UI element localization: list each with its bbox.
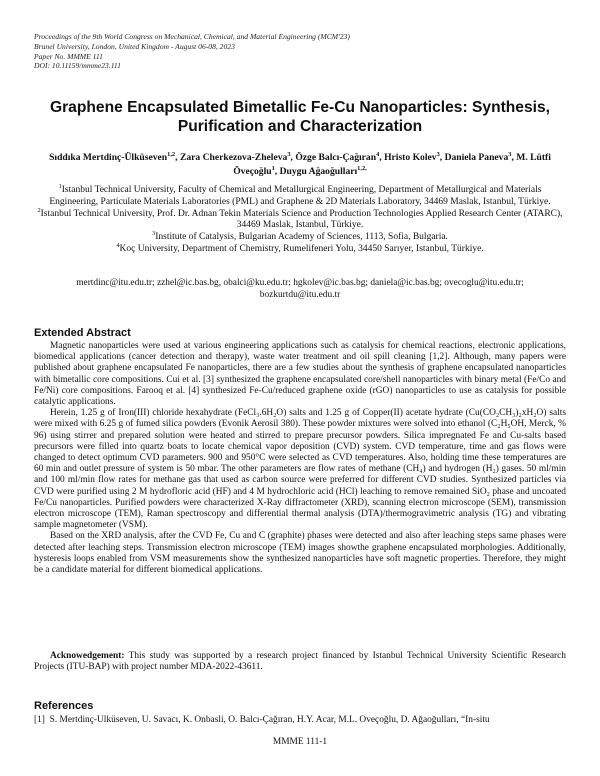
acknowledgement-label: Acknowedgement: [50, 651, 125, 661]
author-affil-sup: 1 [271, 164, 275, 172]
proceedings-header [34, 32, 514, 71]
paper-title [30, 98, 570, 136]
affiliation-item [34, 206, 566, 233]
header-line-proceedings: Proceedings of the 9th World Congress on Mechanical, Chemical, and Material Engineering (MCM'23) [34, 32, 350, 41]
author-affil-sup: 3 [436, 150, 440, 158]
page-footer: MMME 111-1 [272, 737, 328, 747]
author-name: , Duygu Ağaoğulları [274, 166, 358, 177]
author-affil-sup: 1,2, [357, 164, 367, 172]
reference-number: [1] [34, 715, 45, 725]
affiliation-number: 4 [116, 241, 120, 249]
abstract-paragraph-2: Herein, 1.25 g of Iron(III) chloride hexahydrate (FeCl₃.6H₂O) salts and 1.25 g of Copper(II) acetate hydrate (Cu(CO₂CH₃)₂xH₂O) salts were mixed with 6.25 g of fumed silica powders (Evonik Aerosil 380). These powder mixtures were solved into ethanol (C₂H₅OH, Merck, % 96) using stirrer and prepared solution were heated and stirred to prepare precursor powders. Silica impregnated Fe and Cu-salts based precursors were filled into quartz boats to locate chemical vapor deposition (CVD) system. CVD temperature, time and gas flows were changed to detect optimum CVD parameters. 900 and 950°C were selected as CVD temperatures. Also, holding time these temperatures are 60 min and outlet pressure of system is 50 mbar. The other parameters are flow rates of methane (CH₄) and hydrogen (H₂) gases. 50 ml/min and 100 ml/min flow rates for methane gas that used as carbon source were preferred for different CVD studies. Synthesized particles via CVD were purified using 2 M hydrofloric acid (HF) and 4 M hydrochloric acid (HCl) leaching to remove remained SiO₂ phase and uncoated Fe/Cu nanoparticles. Purified powders were characterized X-Ray diffractometer (XRD), scanning electron microscope (SEM), transmission electron microscope (TEM), Raman spectroscopy and differential thermal analysis (DTA)/thermogravimetric analysis (TG) and vibrating sample magnetometer (VSM). [34, 408, 566, 531]
title-line-2: Purification and Characterization [177, 118, 423, 135]
author-affil-sup: 3 [508, 150, 512, 158]
author-name: , Zara Cherkezova-Zheleva [175, 152, 288, 163]
title-line-1: Graphene Encapsulated Bimetallic Fe-Cu Nanoparticles: Synthesis, [49, 99, 550, 116]
author-affil-sup: 4 [376, 150, 380, 158]
reference-item [34, 715, 566, 726]
author-name: , Hristo Kolev [379, 152, 437, 163]
abstract-paragraph-1: Magnetic nanoparticles were used at various engineering applications such as catalysis for chemical reactions, electronic applications, biomedical applications (cancer detection and therapy), waste water treatment and oil spill cleaning [1,2]. Although, many papers were published about graphene encapsulated Fe nanoparticles, there are a few studies about the synthesis of graphene encapsulated nanoparticles with bimetallic core compositions. Cui et al. [3] synthesized the graphene encapsulated core/shell nanoparticles with binary metal (Fe/Co and Fe/Ni) core compositions. Farooq et al. [4] synthesized Fe-Cu/reduced graphene oxide (rGO) nanoparticles to use as catalysis for possible catalytic applications. [34, 341, 566, 408]
author-name: , Daniela Paneva [439, 152, 509, 163]
affiliation-number: 1 [58, 182, 62, 190]
author-affil-sup: 3 [287, 150, 291, 158]
affiliation-number: 3 [152, 230, 156, 238]
author-name: Sıddıka Mertdinç-Ülküseven [49, 152, 168, 163]
header-line-paper-no: Paper No. MMME 111 [34, 51, 103, 61]
email-line-2: bozkurtdu@itu.edu.tr [259, 289, 341, 300]
abstract-heading: Extended Abstract [34, 327, 131, 339]
affiliation-item [34, 182, 566, 209]
header-line-doi: DOI: 10.11159/mmme23.111 [34, 61, 121, 71]
references-heading: References [34, 700, 94, 712]
abstract-body [34, 341, 566, 576]
acknowledgement-text: This study was supported by a research project financed by Istanbul Technical University Scientific Research Projects (ITU-BAP) with project number MDA-2022-43611. [34, 651, 566, 673]
affiliation-item [34, 241, 566, 256]
affiliation-text: Institute of Catalysis, Bulgarian Academy of Sciences, 1113, Sofia, Bulgaria. [155, 232, 448, 243]
affiliation-item [34, 232, 566, 244]
affiliation-list [34, 182, 566, 256]
reference-text: S. Mertdinç-Ülküseven, U. Savacı, K. Onbasli, Ö. Balcı-Çağıran, H.Y. Acar, M.L. Öveçoğlu, D. Ağaoğulları, “In-situ [49, 715, 490, 725]
affiliation-text: Koç University, Department of Chemistry, Rumelifeneri Yolu, 34450 Sarıyer, Istanbul, Türkiye. [119, 243, 484, 254]
author-name: , M. Lütfi Öveçoğlu [233, 152, 551, 177]
affiliation-text: Istanbul Technical University, Prof. Dr. Adnan Tekin Materials Science and Production Technologies Applied Research Center (ATARC), 34469 Maslak, Istanbul, Türkiye. [40, 208, 563, 231]
acknowledgement [34, 651, 566, 673]
author-list [36, 151, 564, 179]
email-line-1: mertdinc@itu.edu.tr; zzhel@ic.bas.bg, obalci@ku.edu.tr; hgkolev@ic.bas.bg; daniela@ic.bas.bg; ovecoglu@itu.edu.tr; [76, 278, 524, 288]
abstract-paragraph-3: Based on the XRD analysis, after the CVD Fe, Cu and C (graphite) phases were detected and also after leaching steps same phases were detected after leaching steps. Transmission electron microscope (TEM) images showthe graphene encapsulated morphologies. Additionally, hysteresis loops enabled from VSM measurements show the synthesized nanoparticles have soft magnetic properties. Therefore, they might be a candidate material for different biomedical applications. [34, 531, 566, 576]
email-list [34, 278, 566, 302]
affiliation-number: 2 [37, 206, 41, 214]
author-affil-sup: 1,2 [167, 150, 176, 158]
author-name: , Özge Balcı-Çağıran [290, 152, 377, 163]
affiliation-text: Istanbul Technical University, Faculty of Chemical and Metallurgical Engineering, Department of Metallurgical and Materials Engineering, Particulate Materials Laboratories (PML) and Graphene & 2D Materials Laboratory, 34469 Maslak, Istanbul, Türkiye. [49, 185, 551, 207]
header-line-venue: Brunel University, London, United Kingdom - August 06-08, 2023 [34, 41, 235, 51]
